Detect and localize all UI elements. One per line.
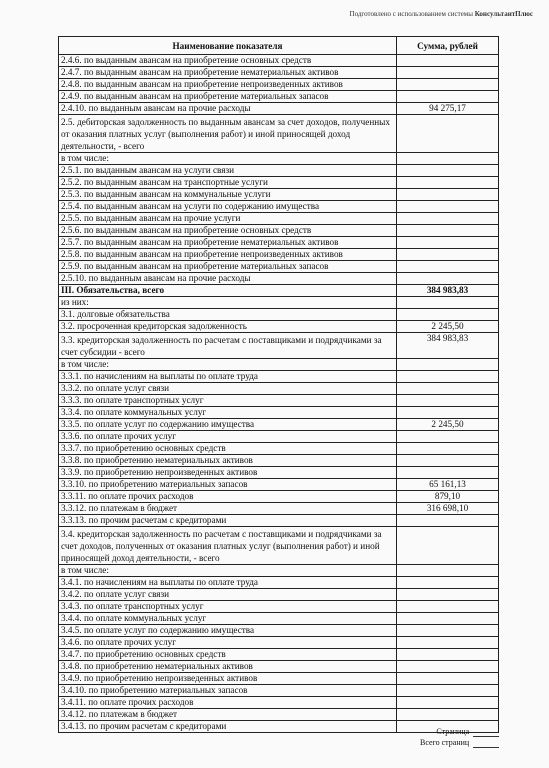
row-value — [397, 649, 499, 661]
row-label: 3.4.1. по начислениям на выплаты по оплате труда — [59, 577, 397, 589]
table-header-row — [59, 37, 499, 55]
row-value — [397, 153, 499, 165]
table-row — [59, 55, 499, 67]
row-value — [397, 601, 499, 613]
table-row — [59, 515, 499, 527]
table-row — [59, 91, 499, 103]
table-row — [59, 601, 499, 613]
table-row — [59, 383, 499, 395]
row-label: 2.5.2. по выданным авансам на транспортные услуги — [59, 177, 397, 189]
row-label: 2.5.6. по выданным авансам на приобретение основных средств — [59, 225, 397, 237]
row-label: 2.5.5. по выданным авансам на прочие услуги — [59, 213, 397, 225]
table-row — [59, 201, 499, 213]
table-row — [59, 261, 499, 273]
total-pages-line — [473, 747, 499, 748]
row-value: 94 275,17 — [397, 103, 499, 115]
row-value — [397, 565, 499, 577]
row-value — [397, 201, 499, 213]
table-row — [59, 467, 499, 479]
row-label: 2.4.7. по выданным авансам на приобретение нематериальных активов — [59, 67, 397, 79]
row-label: 2.5.10. по выданным авансам на прочие расходы — [59, 273, 397, 285]
table-row — [59, 589, 499, 601]
row-label: III. Обязательства, всего — [59, 285, 397, 297]
table-row — [59, 479, 499, 491]
table-row — [59, 189, 499, 201]
row-value — [397, 613, 499, 625]
row-label: 3.3.10. по приобретению материальных запасов — [59, 479, 397, 491]
row-value — [397, 237, 499, 249]
table-row — [59, 527, 499, 565]
row-label: из них: — [59, 297, 397, 309]
row-value — [397, 697, 499, 709]
table-row — [59, 165, 499, 177]
row-value — [397, 165, 499, 177]
table-row — [59, 237, 499, 249]
row-label: 3.4.4. по оплате коммунальных услуг — [59, 613, 397, 625]
row-label: 3.3.13. по прочим расчетам с кредиторами — [59, 515, 397, 527]
row-value — [397, 273, 499, 285]
row-value — [397, 661, 499, 673]
table-row — [59, 613, 499, 625]
row-value — [397, 261, 499, 273]
row-label: 3.2. просроченная кредиторская задолженность — [59, 321, 397, 333]
row-value — [397, 213, 499, 225]
table-body — [59, 55, 499, 733]
row-value — [397, 189, 499, 201]
table-row — [59, 115, 499, 153]
row-label: 3.4. кредиторская задолженность по расчетам с поставщиками и подрядчиками за счет доходов, полученных от оказания платных услуг (выполнения работ) и иной приносящей доход деятельности, - всего — [59, 527, 397, 565]
row-value: 2 245,50 — [397, 419, 499, 431]
row-value: 384 983,83 — [397, 333, 499, 359]
table-row — [59, 249, 499, 261]
row-value — [397, 685, 499, 697]
row-label: 3.4.9. по приобретению непроизведенных активов — [59, 673, 397, 685]
row-value — [397, 297, 499, 309]
row-value — [397, 177, 499, 189]
table-row — [59, 625, 499, 637]
row-value — [397, 577, 499, 589]
row-label: в том числе: — [59, 359, 397, 371]
row-label: 2.5.9. по выданным авансам на приобретение материальных запасов — [59, 261, 397, 273]
row-label: 3.3.2. по оплате услуг связи — [59, 383, 397, 395]
row-value — [397, 637, 499, 649]
row-value — [397, 709, 499, 721]
row-value — [397, 625, 499, 637]
table-row — [59, 503, 499, 515]
row-value — [397, 79, 499, 91]
row-label: 2.5.3. по выданным авансам на коммунальные услуги — [59, 189, 397, 201]
row-value — [397, 115, 499, 153]
row-value — [397, 395, 499, 407]
table-row — [59, 309, 499, 321]
table-row — [59, 661, 499, 673]
row-value — [397, 383, 499, 395]
table-row — [59, 697, 499, 709]
column-header-name: Наименование показателя — [59, 37, 397, 55]
row-label: 3.1. долговые обязательства — [59, 309, 397, 321]
row-label: 3.3. кредиторская задолженность по расчетам с поставщиками и подрядчиками за счет субсидии - всего — [59, 333, 397, 359]
table-row — [59, 67, 499, 79]
row-label: 2.5.7. по выданным авансам на приобретение нематериальных активов — [59, 237, 397, 249]
row-label: 3.3.1. по начислениям на выплаты по оплате труда — [59, 371, 397, 383]
row-value — [397, 249, 499, 261]
table-row — [59, 297, 499, 309]
row-value — [397, 67, 499, 79]
row-label: 3.4.11. по оплате прочих расходов — [59, 697, 397, 709]
table-row — [59, 153, 499, 165]
row-label: 3.3.8. по приобретению нематериальных активов — [59, 455, 397, 467]
row-value: 2 245,50 — [397, 321, 499, 333]
row-value — [397, 225, 499, 237]
row-label: 3.3.9. по приобретению непроизведенных активов — [59, 467, 397, 479]
row-value — [397, 371, 499, 383]
row-value — [397, 91, 499, 103]
table-row — [59, 443, 499, 455]
row-value — [397, 455, 499, 467]
table-row — [59, 673, 499, 685]
table-row — [59, 213, 499, 225]
row-label: 3.4.10. по приобретению материальных запасов — [59, 685, 397, 697]
row-label: 3.4.3. по оплате транспортных услуг — [59, 601, 397, 613]
row-label: 2.5. дебиторская задолженность по выданным авансам за счет доходов, полученных от оказания платных услуг (выполнения работ) и иной приносящей доход деятельности, - всего — [59, 115, 397, 153]
row-value — [397, 515, 499, 527]
report-table — [58, 36, 499, 733]
row-label: 3.3.4. по оплате коммунальных услуг — [59, 407, 397, 419]
table-row — [59, 577, 499, 589]
row-value: 316 698,10 — [397, 503, 499, 515]
header-note — [350, 10, 533, 18]
row-value — [397, 673, 499, 685]
row-value — [397, 431, 499, 443]
row-label: 3.3.6. по оплате прочих услуг — [59, 431, 397, 443]
row-value: 384 983,83 — [397, 285, 499, 297]
row-label: 3.4.6. по оплате прочих услуг — [59, 637, 397, 649]
table-row — [59, 565, 499, 577]
table-row — [59, 709, 499, 721]
row-label: 3.4.2. по оплате услуг связи — [59, 589, 397, 601]
row-label: 2.4.6. по выданным авансам на приобретение основных средств — [59, 55, 397, 67]
table-row — [59, 321, 499, 333]
table-row — [59, 273, 499, 285]
row-label: 2.5.4. по выданным авансам на услуги по содержанию имущества — [59, 201, 397, 213]
table-row — [59, 455, 499, 467]
row-label: 3.4.13. по прочим расчетам с кредиторами — [59, 721, 397, 733]
table-row — [59, 79, 499, 91]
row-value — [397, 407, 499, 419]
row-label: 3.3.3. по оплате транспортных услуг — [59, 395, 397, 407]
table-row — [59, 407, 499, 419]
table-row — [59, 333, 499, 359]
table-row — [59, 637, 499, 649]
row-value — [397, 55, 499, 67]
row-label: в том числе: — [59, 153, 397, 165]
row-value — [397, 527, 499, 565]
table-row — [59, 285, 499, 297]
table-row — [59, 103, 499, 115]
row-label: 3.4.5. по оплате услуг по содержанию имущества — [59, 625, 397, 637]
table-row — [59, 371, 499, 383]
row-value — [397, 443, 499, 455]
row-label: 3.4.7. по приобретению основных средств — [59, 649, 397, 661]
row-label: 2.5.1. по выданным авансам на услуги связи — [59, 165, 397, 177]
row-label: 2.4.8. по выданным авансам на приобретение непроизведенных активов — [59, 79, 397, 91]
row-value — [397, 309, 499, 321]
header-prefix: Подготовлено с использованием системы — [349, 10, 475, 18]
table-row — [59, 649, 499, 661]
row-label: 3.3.12. по платежам в бюджет — [59, 503, 397, 515]
row-value — [397, 589, 499, 601]
table-row — [59, 685, 499, 697]
row-label: 2.4.10. по выданным авансам на прочие расходы — [59, 103, 397, 115]
row-label: 2.5.8. по выданным авансам на приобретение непроизведенных активов — [59, 249, 397, 261]
row-value: 65 161,13 — [397, 479, 499, 491]
total-pages-label: Всего страниц — [420, 738, 470, 747]
page-footer — [420, 726, 499, 748]
table-row — [59, 177, 499, 189]
row-label: 3.4.8. по приобретению нематериальных активов — [59, 661, 397, 673]
table-row — [59, 419, 499, 431]
table-row — [59, 359, 499, 371]
row-value — [397, 359, 499, 371]
table-row — [59, 395, 499, 407]
table-row — [59, 431, 499, 443]
table-row — [59, 491, 499, 503]
row-value: 879,10 — [397, 491, 499, 503]
page-label: Страница — [436, 727, 470, 736]
column-header-sum: Сумма, рублей — [397, 37, 499, 55]
row-label: 3.3.7. по приобретению основных средств — [59, 443, 397, 455]
brand-name: КонсультантПлюс — [474, 10, 533, 18]
row-label: 3.3.5. по оплате услуг по содержанию имущества — [59, 419, 397, 431]
row-label: 3.4.12. по платежам в бюджет — [59, 709, 397, 721]
table-row — [59, 225, 499, 237]
row-label: в том числе: — [59, 565, 397, 577]
row-label: 3.3.11. по оплате прочих расходов — [59, 491, 397, 503]
row-label: 2.4.9. по выданным авансам на приобретение материальных запасов — [59, 91, 397, 103]
row-value — [397, 467, 499, 479]
